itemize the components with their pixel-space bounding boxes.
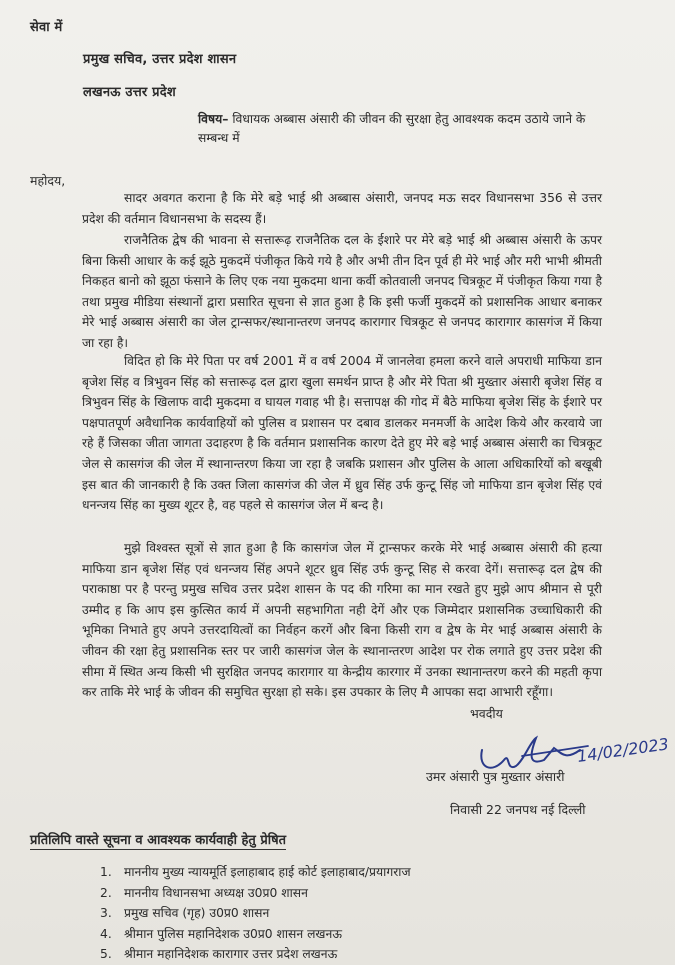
cc-item: 1. माननीय मुख्य न्यायमूर्ति इलाहाबाद हाई कोर्ट इलाहाबाद/प्रयागराज	[100, 865, 411, 879]
cc-item: 4. श्रीमान पुलिस महानिदेशक उ0प्र0 शासन लखनऊ	[100, 926, 342, 941]
subject-line	[198, 110, 618, 148]
address: निवासी 22 जनपथ नई दिल्ली	[450, 802, 586, 817]
recipient-title: प्रमुख सचिव, उत्तर प्रदेश शासन	[83, 52, 237, 67]
paragraph-3: विदित हो कि मेरे पिता पर वर्ष 2001 में व वर्ष 2004 में जानलेवा हमला करने वाले अपराधी माफिया डान बृजेश सिंह व त्रिभुवन सिंह को सत्तारूढ़ दल द्वारा खुला समर्थन प्राप्त है और मेरे पिता श्री मुख्तार अंसारी बृजेश सिंह व त्रिभुवन सिंह के खिलाफ वादी मुकदमा व घायल गवाह भी है। सत्तापक्ष की गोद में बैठे माफिया बृजेश सिंह के ईशारे पर पक्षपातपूर्ण अवैधानिक कार्यवाहियों को पुलिस व प्रशासन पर दबाव डालकर मनमर्जी के आदेश किये और करवाये जा रहे हैं जिसका जीता जागता उदाहरण है कि वर्तमान प्रशासनिक कारण देते हुए मेरे बड़े भाई अब्बास अंसारी का चित्रकूट जेल से कासगंज की जेल में स्थानान्तरण किया जा रहा है जबकि प्रशासन और पुलिस के आला अधिकारियों को बखूबी इस बात की जानकारी है कि उक्त जिला कासगंज की जेल में ध्रुव सिंह उर्फ कुन्टू सिंह जो माफिया डान बृजेश सिंह एवं धनन्जय सिंह का मुख्य शूटर है, वह पहले से कासगंज जेल में बन्द है।	[82, 354, 602, 513]
subject-label: विषय–	[198, 112, 229, 126]
cc-item: 2. माननीय विधानसभा अध्यक्ष उ0प्र0 शासन	[100, 885, 308, 900]
paragraph-1: सादर अवगत कराना है कि मेरे बड़े भाई श्री अब्बास अंसारी, जनपद मऊ सदर विधानसभा 356 से उत्तर प्रदेश की वर्तमान विधानसभा के सदस्य हैं।	[82, 191, 602, 226]
signatory: उमर अंसारी पुत्र मुख्तार अंसारी	[426, 769, 565, 784]
to-line: सेवा में	[30, 20, 63, 35]
signature-date: 14/02/2023	[575, 734, 670, 766]
paragraph-4: मुझे विश्वस्त सूत्रों से ज्ञात हुआ है कि कासगंज जेल में ट्रान्सफर करके मेरे भाई अब्बास अंसारी की हत्या माफिया डान बृजेश सिंह एवं धनन्जय सिंह अपने शूटर ध्रुव सिंह उर्फ कुन्टू सिह से करवा देगें। सत्तारूढ़ दल द्वेष की पराकाष्ठा पर है परन्तु प्रमुख सचिव उत्तर प्रदेश शासन के पद की गरिमा का मान रखते हुए मुझे आप श्रीमान से पूरी उम्मीद ह कि आप इस कुत्सित कार्य में अपनी सहभागिता नही देगें और एक जिम्मेदार प्रशासनिक उच्चाधिकारी की भूमिका निभाते हुए अपने उत्तरदायित्वों का निर्वहन करगें और बिना किसी राग व द्वेष के मेर भाई अब्बास अंसारी के जीवन की रक्षा हेतु प्रशासनिक स्तर पर जारी कासगंज जेल के स्थानान्तरण आदेश पर रोक लगाते हुए उत्तर प्रदेश की सीमा में स्थित अन्य किसी भी सुरक्षित जनपद कारागार या केन्द्रीय कारगार में उनका स्थानान्तरण करने की महती कृपा कर ताकि मेरे भाई के जीवन की समुचित सुरक्षा हो सके। इस उपकार के लिए मै आपका सदा आभारी रहूँगा।	[82, 541, 602, 700]
closing: भवदीय	[470, 706, 503, 721]
salutation: महोदय,	[30, 173, 66, 188]
cc-item: 5. श्रीमान महानिदेशक कारागार उत्तर प्रदेश लखनऊ	[100, 947, 338, 962]
cc-item: 3. प्रमुख सचिव (गृह) उ0प्र0 शासन	[100, 906, 270, 921]
recipient-city: लखनऊ उत्तर प्रदेश	[83, 85, 176, 100]
cc-list	[100, 862, 411, 965]
subject-text: विधायक अब्बास अंसारी की जीवन की सुरक्षा हेतु आवश्यक कदम उठाये जाने के सम्बन्ध में	[198, 112, 586, 145]
cc-heading: प्रतिलिपि वास्ते सूचना व आवश्यक कार्यवाही हेतु प्रेषित	[30, 830, 286, 850]
paragraph-2: राजनैतिक द्वेष की भावना से सत्तारूढ़ राजनैतिक दल के ईशारे पर मेरे बड़े भाई श्री अब्बास अंसारी के ऊपर बिना किसी आधार के कई झूठे मुकदमें पंजीकृत किये गये है और अभी तीन दिन पूर्व ही मेरे भाई और मरी भाभी श्रीमती निकहत बानो को झूठा फंसाने के लिए एक नया मुकदमा थाना कर्वी कोतवाली जनपद चित्रकूट में पंजीकृत किया गया है तथा प्रमुख मीडिया संस्थानों द्वारा प्रसारित सूचना से ज्ञात हुआ है कि इसी फर्जी मुकदमें को प्रशासनिक आधार बनाकर मेरे भाई अब्बास अंसारी का जेल ट्रान्सफर/स्थानान्तरण जनपद कारागार चित्रकूट से जनपद कारागार कासगंज में किया जा रहा है।	[82, 233, 602, 350]
